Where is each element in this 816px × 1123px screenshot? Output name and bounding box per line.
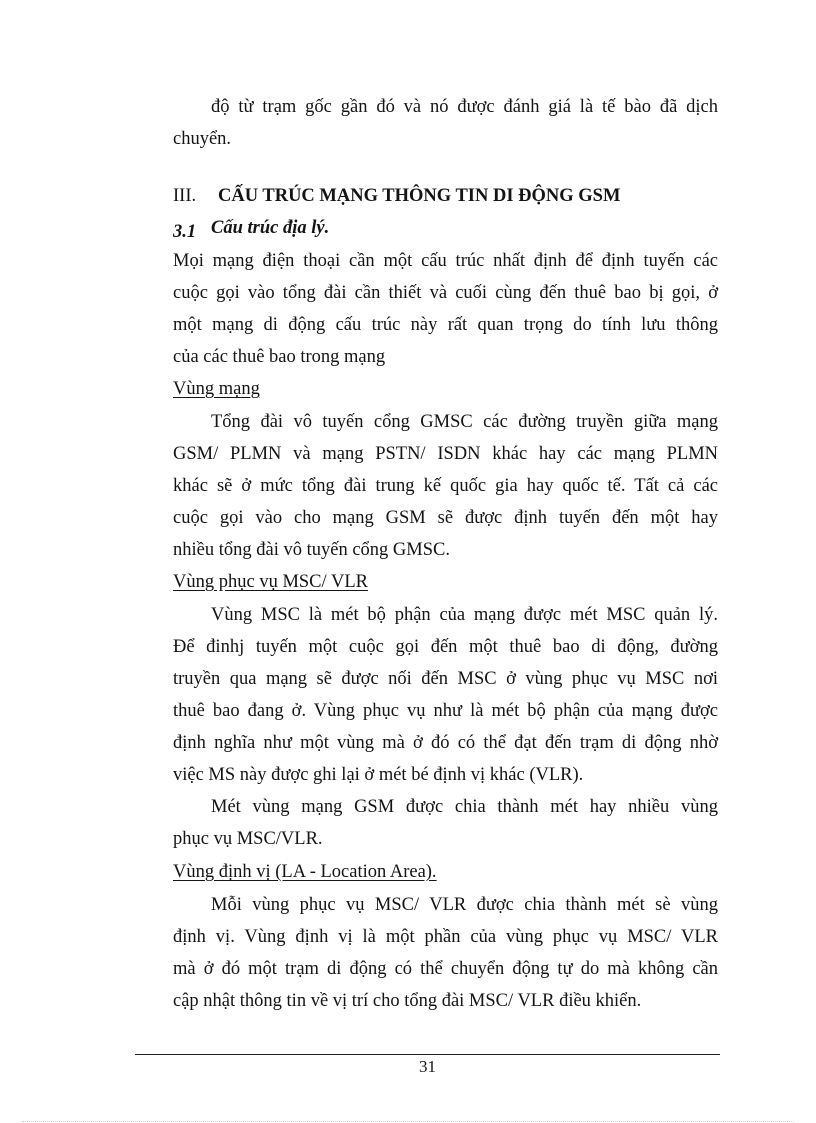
heading-vung-dinh-vi: Vùng định vị (LA - Location Area). [173,862,437,882]
heading-vung-mang: Vùng mạng [173,379,260,399]
intro-line-2: chuyển. [173,129,232,149]
para2-line-4: cuộc gọi vào cho mạng GSM sẽ được định tuyến đến một hay [173,508,718,528]
para5-line-4: cập nhật thông tin về vị trí cho tổng đài MSC/ VLR điều khiển. [173,991,642,1011]
para2-line-3: khác sẽ ở mức tổng đài trung kế quốc gia hay quốc tế. Tất cả các [173,476,718,496]
heading-vung-phuc-vu: Vùng phục vụ MSC/ VLR [173,572,368,592]
para3-line-6: việc MS này được ghi lại ở mét bé định vị khác (VLR). [173,765,584,785]
para4-line-1: Mét vùng mạng GSM được chia thành mét hay nhiều vùng [211,797,718,817]
para3-line-2: Để đinhj tuyến một cuộc gọi đến một thuê bao di động, đường [173,637,718,657]
para1-line-4: của các thuê bao trong mạng [173,347,386,367]
subsection-number: 3.1 [173,222,197,242]
para5-line-1: Mỗi vùng phục vụ MSC/ VLR được chia thành mét sè vùng [211,895,718,915]
para5-line-3: mà ở đó một trạm di động có thể chuyển động tự do mà không cần [173,959,718,979]
para2-line-1: Tổng đài vô tuyến cổng GMSC các đường truyền giữa mạng [211,412,718,432]
para3-line-1: Vùng MSC là mét bộ phận của mạng được mét MSC quản lý. [211,605,718,625]
para4-line-2: phục vụ MSC/VLR. [173,829,323,849]
para1-line-1: Mọi mạng điện thoại cần một cấu trúc nhất định để định tuyến các [173,251,718,271]
para2-line-2: GSM/ PLMN và mạng PSTN/ ISDN khác hay các mạng PLMN [173,444,718,464]
para3-line-5: định nghĩa như một vùng mà ở đó có thể đạt đến trạm di động nhờ [173,733,718,753]
para3-line-4: thuê bao đang ở. Vùng phục vụ như là mét bộ phận của mạng được [173,701,718,721]
para1-line-2: cuộc gọi vào tổng đài cần thiết và cuối cùng đến thuê bao bị gọi, ở [173,283,718,303]
para2-line-5: nhiều tổng đài vô tuyến cổng GMSC. [173,540,450,560]
para1-line-3: một mạng di động cấu trúc này rất quan trọng do tính lưu thông [173,315,718,335]
para5-line-2: định vị. Vùng định vị là một phần của vùng phục vụ MSC/ VLR [173,927,718,947]
para3-line-3: truyền qua mạng sẽ được nối đến MSC ở vùng phục vụ MSC nơi [173,669,718,689]
page-number: 31 [419,1057,436,1076]
page-bottom-edge [22,1121,794,1122]
subsection-title: Cấu trúc địa lý. [211,218,330,238]
intro-line-1: độ từ trạm gốc gần đó và nó được đánh giá là tế bào đã dịch [211,97,718,117]
footer-divider [135,1054,720,1055]
section-title: CẤU TRÚC MẠNG THÔNG TIN DI ĐỘNG GSM [218,186,621,206]
section-number: III. [173,186,197,206]
